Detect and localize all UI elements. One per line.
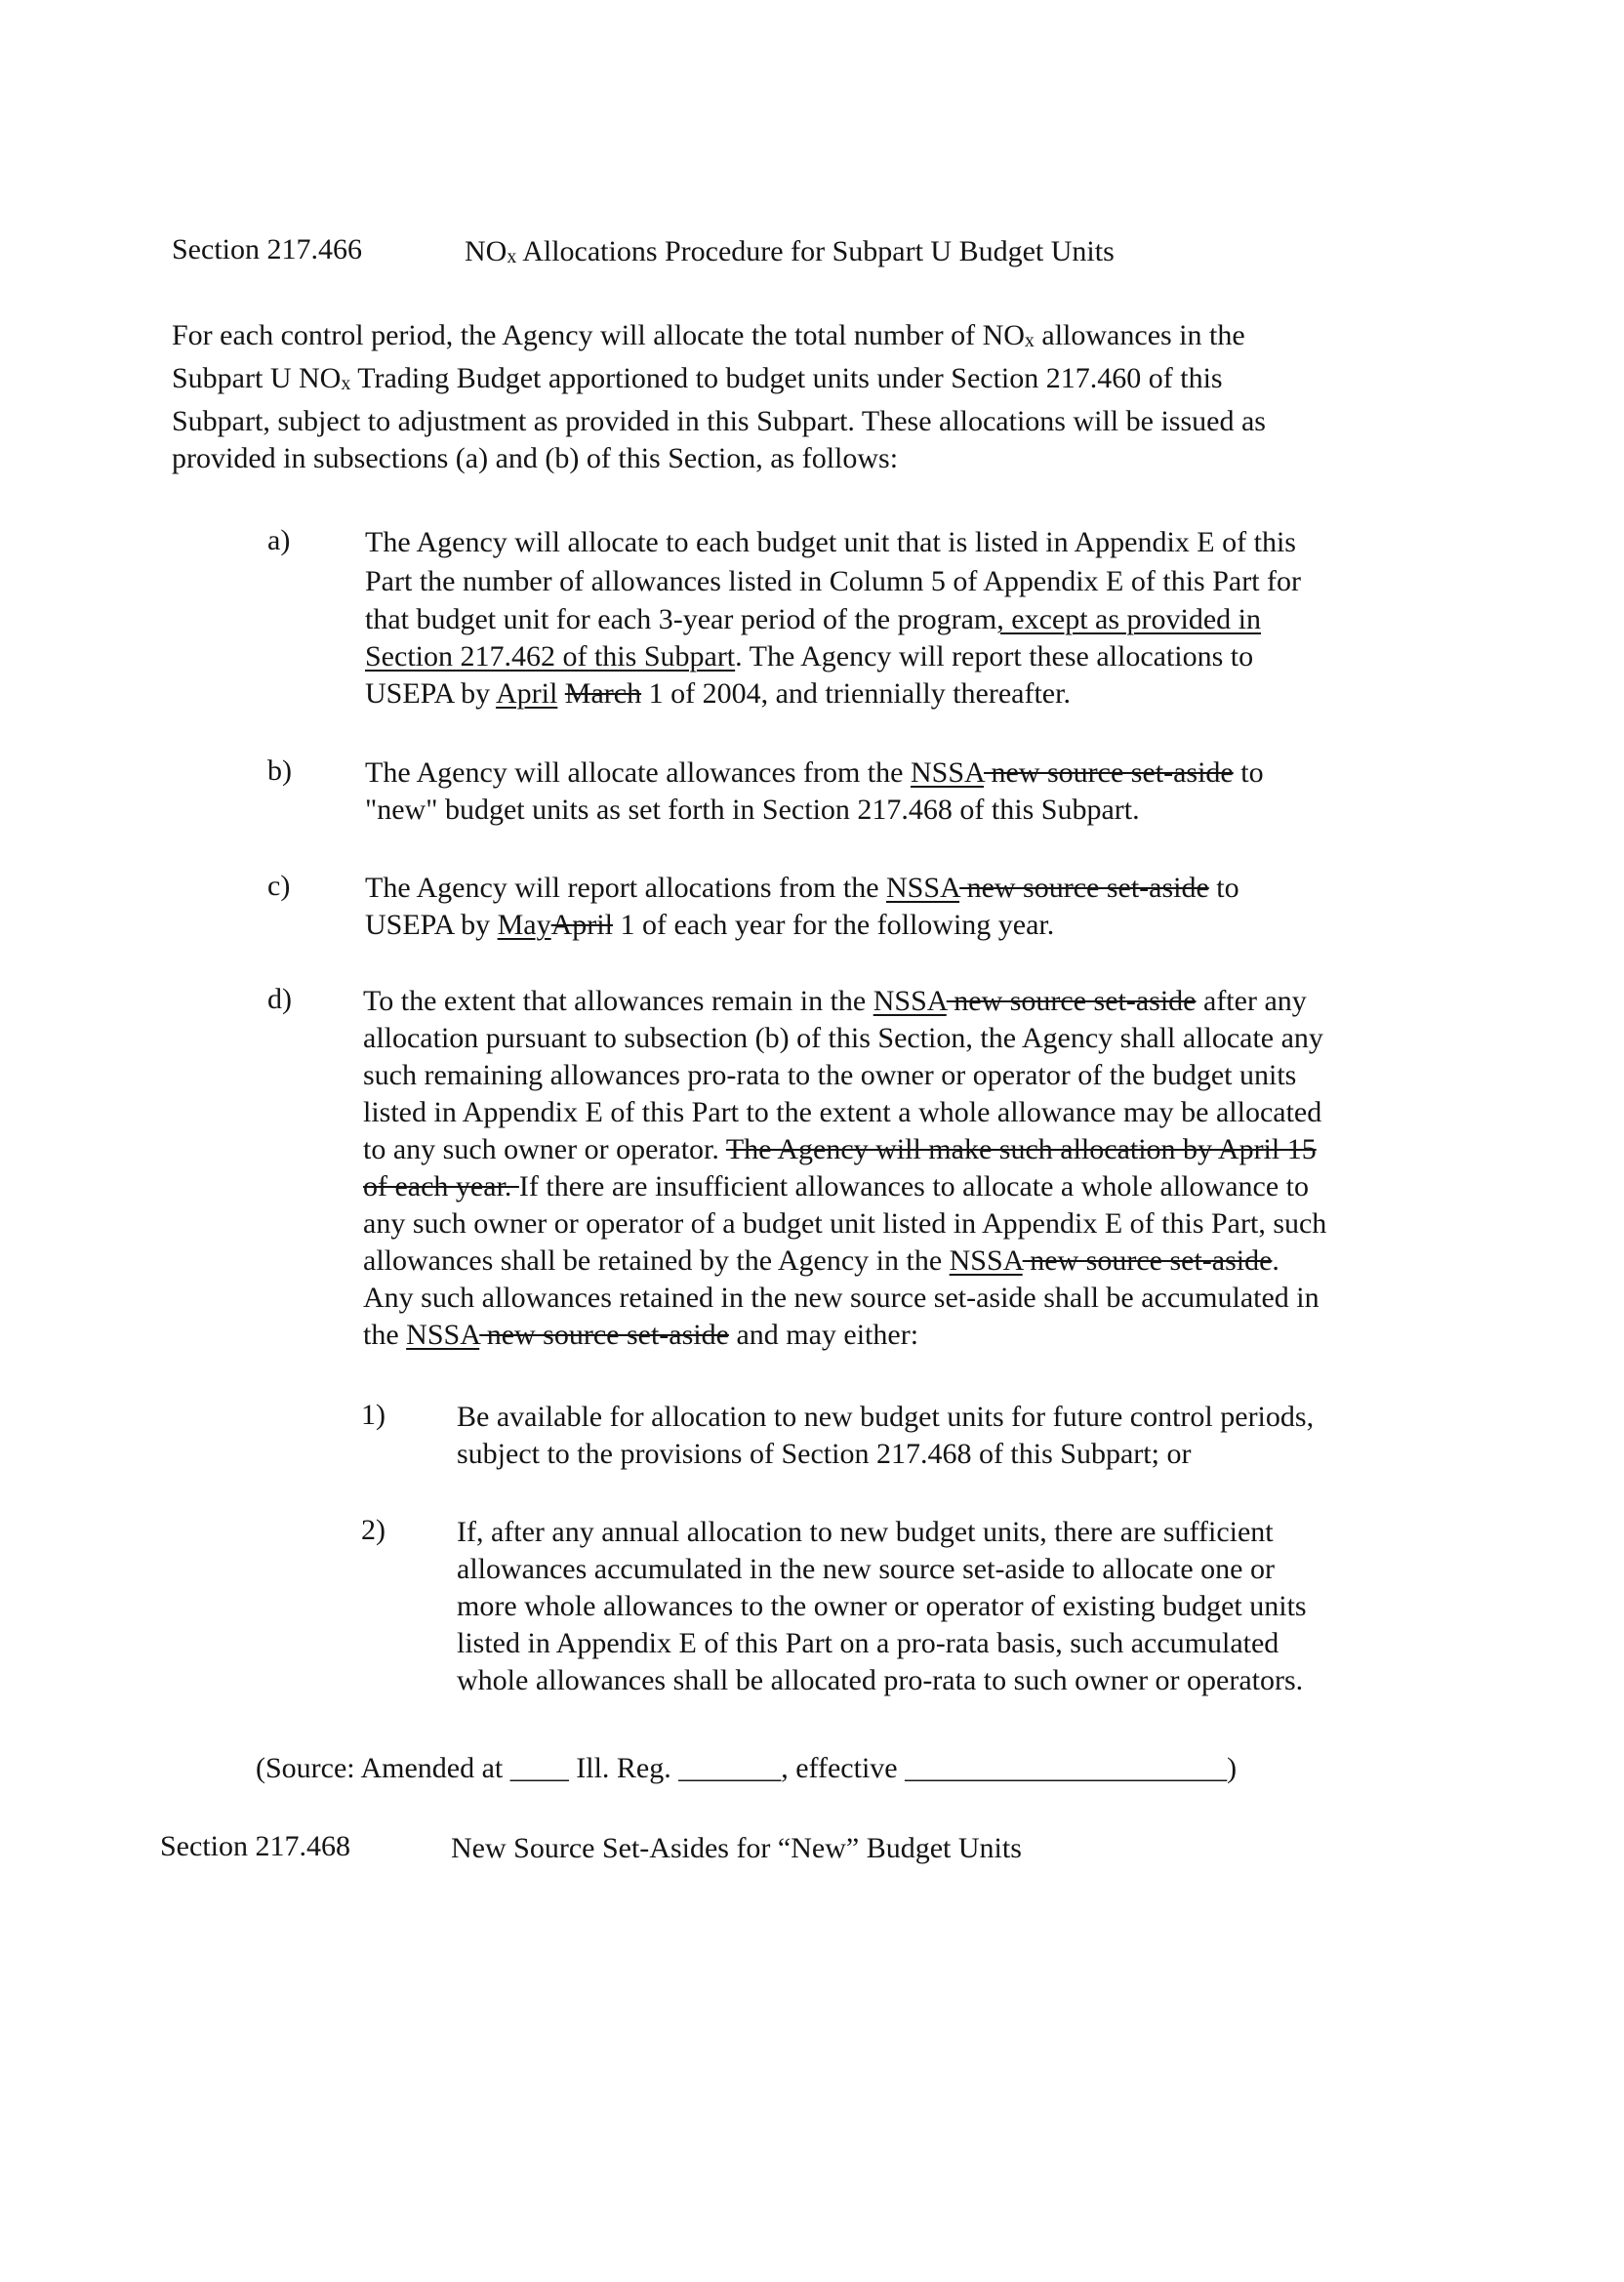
section-number: Section 217.466 [172,233,362,265]
subsection-marker: d) [267,983,292,1015]
subsection-line: "new" budget units as set forth in Section 217.468 of this Subpart. [365,794,1140,826]
subsection-line: Part the number of allowances listed in Column 5 of Appendix E of this Part for [365,565,1302,597]
subsection-line: any such owner or operator of a budget unit listed in Appendix E of this Part, such [363,1207,1327,1240]
subsection-marker: b) [267,754,292,787]
subsection-line: of each year. If there are insufficient allowances to allocate a whole allowance to [363,1170,1309,1202]
section-number: Section 217.468 [160,1830,350,1862]
intro-line: provided in subsections (a) and (b) of this Section, as follows: [172,442,899,474]
item-marker: 2) [361,1514,386,1546]
subsection-line: listed in Appendix E of this Part to the extent a whole allowance may be allocated [363,1096,1322,1128]
item-line: subject to the provisions of Section 217.468 of this Subpart; or [457,1438,1192,1470]
section-title: $NO_x$ Allocations Procedure for Subpart U Budget Units [465,235,1115,267]
intro-line: For each control period, the Agency will allocate the total number of $NO_x$ allowances in the [172,319,1245,351]
item-line: whole allowances shall be allocated pro-rata to such owner or operators. [457,1664,1304,1696]
subsection-line: USEPA by MayApril 1 of each year for the following year. [365,909,1055,941]
subsection-line: To the extent that allowances remain in the NSSA new source set-aside after any [363,985,1307,1017]
item-line: allowances accumulated in the new source set-aside to allocate one or [457,1553,1275,1585]
item-line: If, after any annual allocation to new budget units, there are sufficient [457,1516,1274,1548]
subsection-line: Section 217.462 of this Subpart. The Agency will report these allocations to [365,640,1254,672]
intro-line: Subpart, subject to adjustment as provided in this Subpart. These allocations will be issued as [172,405,1266,437]
intro-line: Subpart U $NO_x$ Trading Budget apportioned to budget units under Section 217.460 of this [172,362,1223,394]
subsection-marker: c) [267,870,291,902]
subsection-line: Any such allowances retained in the new source set-aside shall be accumulated in [363,1282,1320,1314]
subsection-marker: a) [267,524,291,556]
item-line: listed in Appendix E of this Part on a pro-rata basis, such accumulated [457,1627,1279,1659]
subsection-line: the NSSA new source set-aside and may either: [363,1319,919,1351]
subsection-line: allowances shall be retained by the Agency in the NSSA new source set-aside. [363,1244,1279,1277]
item-marker: 1) [361,1399,386,1431]
subsection-line: to any such owner or operator. The Agency will make such allocation by April 15 [363,1133,1317,1165]
subsection-line: such remaining allowances pro-rata to the owner or operator of the budget units [363,1059,1297,1091]
source-note: (Source: Amended at ____ Ill. Reg. _______, effective ______________________) [256,1752,1238,1784]
subsection-line: allocation pursuant to subsection (b) of this Section, the Agency shall allocate any [363,1022,1323,1054]
section-title: New Source Set-Asides for “New” Budget Units [451,1832,1022,1864]
subsection-line: The Agency will report allocations from the NSSA new source set-aside to [365,872,1239,904]
subsection-line: The Agency will allocate allowances from the NSSA new source set-aside to [365,756,1264,789]
item-line: more whole allowances to the owner or operator of existing budget units [457,1590,1307,1622]
subsection-line: USEPA by April March 1 of 2004, and triennially thereafter. [365,677,1071,710]
item-line: Be available for allocation to new budget units for future control periods, [457,1401,1315,1433]
subsection-line: that budget unit for each 3-year period of the program, except as provided in [365,603,1262,635]
subsection-line: The Agency will allocate to each budget unit that is listed in Appendix E of this [365,526,1296,558]
